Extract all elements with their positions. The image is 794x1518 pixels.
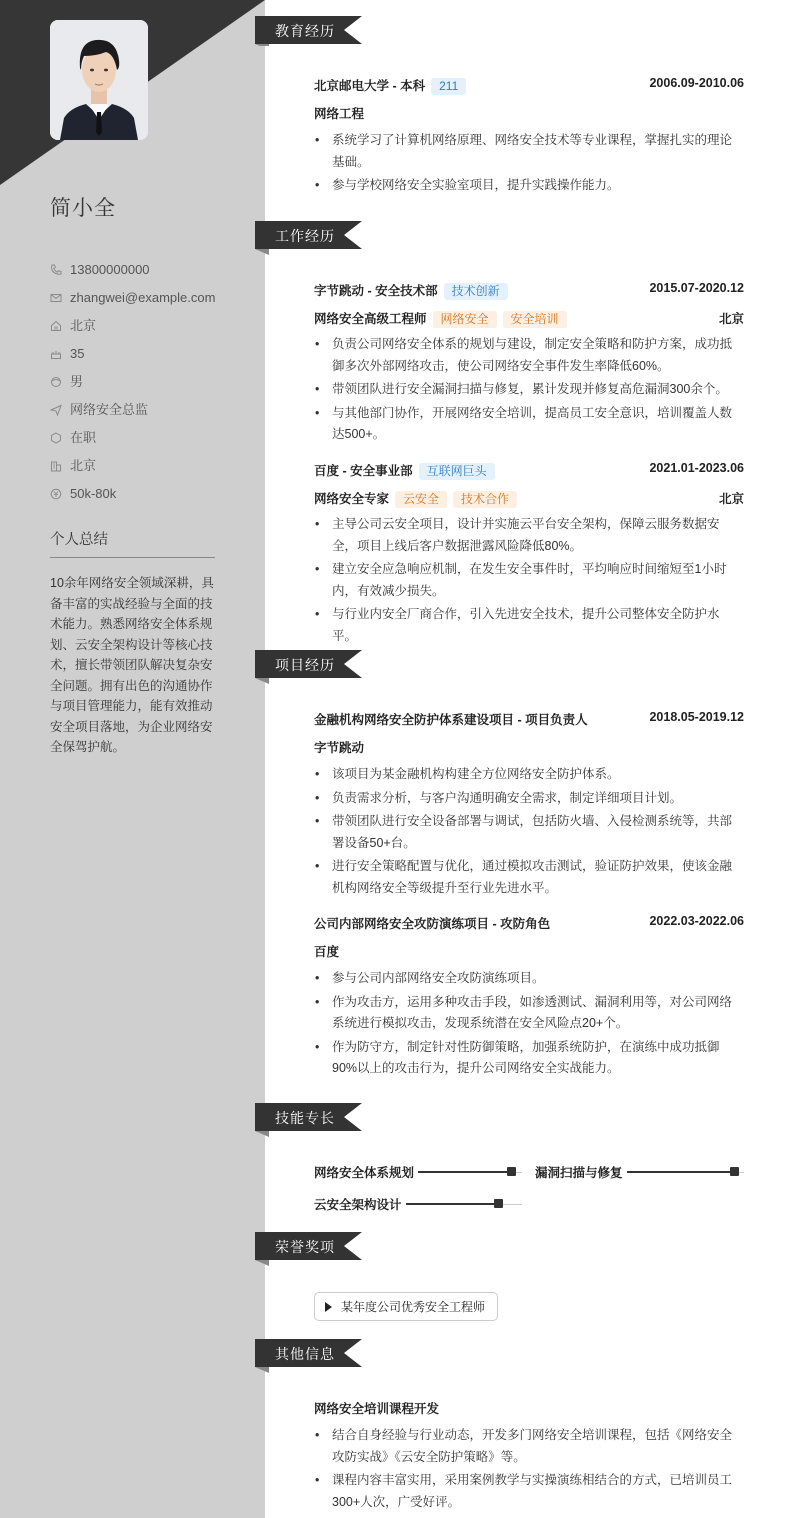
education-major-row [314,102,744,122]
work-date: 2021.01-2023.06 [649,461,744,475]
list-item: • 负责公司网络安全体系的规划与建设，制定安全策略和防护方案，成功抵御多次外部网络攻击，使公司网络安全事件发生率降低60%。 [314,334,744,377]
education-bullets [314,130,744,199]
other-title: 网络安全培训课程开发 [314,1402,440,1416]
position-icon [50,404,62,416]
work-2-title-row [314,487,744,507]
role-tag: 云安全 [395,491,447,508]
info-status [50,424,250,452]
section-header-skills [255,1103,365,1133]
work-2-bullets [314,514,744,649]
work-city: 北京 [718,312,744,326]
list-item: • 系统学习了计算机网络原理、网络安全技术等专业课程，掌握扎实的理论基础。 [314,130,744,173]
gender-icon [50,376,62,388]
summary-title: 个人总结 [50,528,215,558]
section-title: 荣誉奖项 [275,1239,335,1255]
education-date: 2006.09-2010.06 [649,76,744,90]
info-text: 13800000000 [70,262,150,277]
other-header [314,1397,744,1417]
list-item: • 参与公司内部网络安全攻防演练项目。 [314,968,744,990]
other-bullets [314,1425,744,1515]
role-tag: 网络安全 [433,311,497,328]
list-item: • 主导公司云安全项目，设计并实施云平台安全架构，保障云服务数据安全，项目上线后客户数据泄露风险降低80%。 [314,514,744,557]
home-icon [50,320,62,332]
skill-item [314,1161,522,1181]
project-2-header [314,912,744,932]
info-text: 35 [70,346,85,361]
list-item: • 该项目为某金融机构构建全方位网络安全防护体系。 [314,764,744,786]
skill-knob [494,1199,503,1208]
info-text: zhangwei@example.com [70,290,216,305]
school-name: 北京邮电大学 - 本科 [314,79,426,93]
age-icon [50,348,62,360]
work-date: 2015.07-2020.12 [649,281,744,295]
project-org: 字节跳动 [314,741,365,755]
section-header-awards [255,1232,365,1262]
info-salary [50,480,250,508]
school-tag: 211 [431,78,466,95]
skill-knob [507,1167,516,1176]
skill-name: 云安全架构设计 [314,1198,402,1212]
project-name: 金融机构网络安全防护体系建设项目 - 项目负责人 [314,713,588,727]
info-text: 男 [70,374,84,389]
list-item: • 结合自身经验与行业动态，开发多门网络安全培训课程，包括《网络安全攻防实战》《云安全防护策略》等。 [314,1425,744,1468]
work-company: 百度 - 安全事业部 [314,464,413,478]
list-item: • 作为攻击方，运用多种攻击手段，如渗透测试、漏洞利用等，对公司网络系统进行模拟攻击，发现系统潜在安全风险点20+个。 [314,992,744,1035]
work-city: 北京 [718,492,744,506]
work-company: 字节跳动 - 安全技术部 [314,284,438,298]
list-item: • 课程内容丰富实用，采用案例教学与实操演练相结合的方式，已培训员工300+人次，广受好评。 [314,1470,744,1513]
info-text: 网络安全总监 [70,402,149,417]
status-icon [50,432,62,444]
phone-icon [50,264,62,276]
skill-item [535,1161,744,1181]
info-position [50,396,250,424]
info-text: 北京 [70,318,97,333]
work-1-title-row [314,307,744,327]
education-header [314,74,744,94]
info-hometown [50,312,250,340]
work-title: 网络安全专家 [314,492,390,506]
list-item: • 带领团队进行安全漏洞扫描与修复，累计发现并修复高危漏洞300余个。 [314,379,744,401]
award-badge [314,1292,498,1321]
section-title: 技能专长 [275,1110,335,1126]
section-header-other [255,1339,365,1369]
skill-name: 网络安全体系规划 [314,1166,415,1180]
company-tag: 互联网巨头 [419,463,495,480]
skill-knob [730,1167,739,1176]
skill-fill [627,1171,735,1173]
project-org: 百度 [314,945,340,959]
section-title: 项目经历 [275,657,335,673]
section-header-work [255,221,365,251]
project-name: 公司内部网络安全攻防演练项目 - 攻防角色 [314,917,551,931]
info-gender [50,368,250,396]
list-item: • 负责需求分析，与客户沟通明确安全需求，制定详细项目计划。 [314,788,744,810]
award-text: 某年度公司优秀安全工程师 [341,1300,486,1314]
skill-item [314,1193,522,1213]
salary-icon [50,488,62,500]
info-text: 北京 [70,458,97,473]
info-city [50,452,250,480]
list-item: • 与行业内安全厂商合作，引入先进安全技术，提升公司整体安全防护水平。 [314,604,744,647]
work-title: 网络安全高级工程师 [314,312,427,326]
section-header-education [255,16,365,46]
list-item: • 与其他部门协作，开展网络安全培训，提高员工安全意识，培训覆盖人数达500+。 [314,403,744,446]
play-icon [325,1302,332,1312]
avatar [50,20,148,140]
skill-name: 漏洞扫描与修复 [535,1166,623,1180]
info-email [50,284,250,312]
project-1-bullets [314,764,744,901]
role-tag: 技术合作 [453,491,517,508]
project-2-bullets [314,968,744,1082]
work-1-bullets [314,334,744,448]
skill-fill [418,1171,512,1173]
city-icon [50,460,62,472]
candidate-name: 简小全 [50,197,116,220]
info-text: 50k-80k [70,486,117,501]
section-title: 教育经历 [275,23,335,39]
contact-info-list [50,256,250,508]
section-header-project [255,650,365,680]
skill-fill [406,1203,499,1205]
project-date: 2018.05-2019.12 [649,710,744,724]
education-major: 网络工程 [314,107,365,121]
info-phone [50,256,250,284]
project-1-org-row [314,736,744,756]
list-item: • 作为防守方，制定针对性防御策略，加强系统防护，在演练中成功抵御90%以上的攻击行为，提升公司网络安全实战能力。 [314,1037,744,1080]
info-text: 在职 [70,430,97,445]
project-date: 2022.03-2022.06 [649,914,744,928]
project-1-header [314,708,744,728]
info-age [50,340,250,368]
work-2-header [314,459,744,479]
section-title: 其他信息 [275,1346,335,1362]
summary-text: 10余年网络安全领域深耕，具备丰富的实战经验与全面的技术能力。熟悉网络安全体系规划、云安全架构设计等核心技术，擅长带领团队解决复杂安全问题。拥有出色的沟通协作与项目管理能力，能有效推动安全项目落地，为企业网络安全保驾护航。 [50,576,214,754]
company-tag: 技术创新 [444,283,508,300]
section-title: 工作经历 [275,228,335,244]
sidebar [0,0,265,1518]
work-1-header [314,279,744,299]
list-item: • 进行安全策略配置与优化，通过模拟攻击测试，验证防护效果，使该金融机构网络安全等级提升至行业先进水平。 [314,856,744,899]
role-tag: 安全培训 [503,311,567,328]
list-item: • 参与学校网络安全实验室项目，提升实践操作能力。 [314,175,744,197]
list-item: • 带领团队进行安全设备部署与调试，包括防火墙、入侵检测系统等，共部署设备50+台。 [314,811,744,854]
list-item: • 建立安全应急响应机制，在发生安全事件时，平均响应时间缩短至1小时内，有效减少损失。 [314,559,744,602]
mail-icon [50,292,62,304]
project-2-org-row [314,940,744,960]
